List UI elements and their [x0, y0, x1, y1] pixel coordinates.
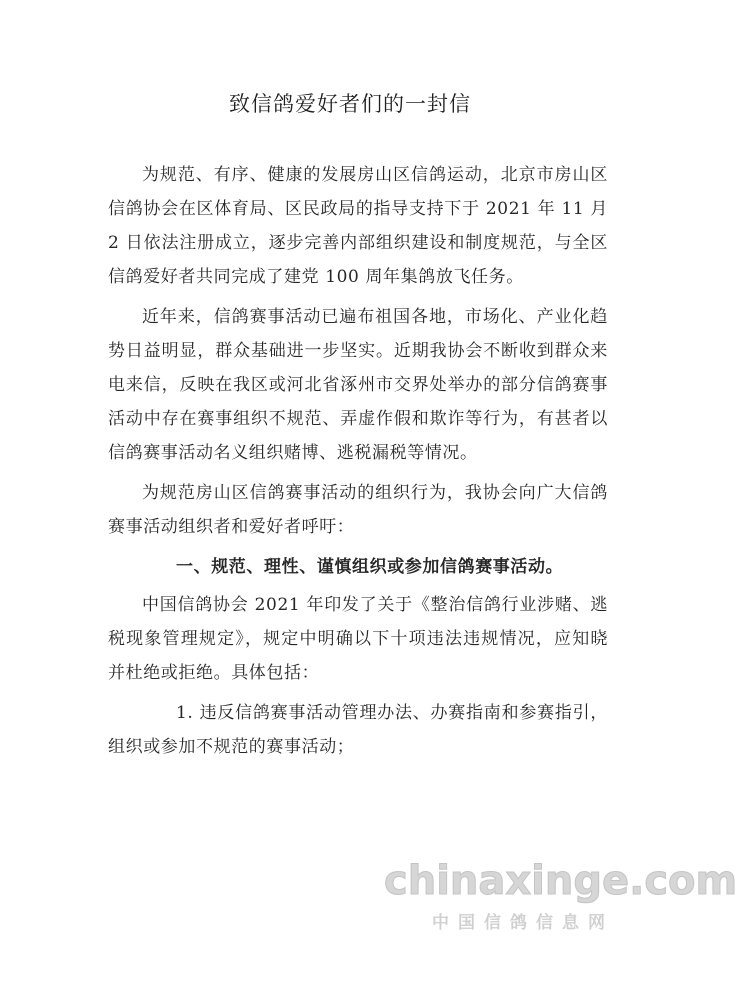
- paragraph-appeal: 为规范房山区信鸽赛事活动的组织行为，我协会向广大信鸽赛事活动组织者和爱好者呼吁：: [108, 483, 608, 537]
- paragraph-intro: 为规范、有序、健康的发展房山区信鸽运动，北京市房山区信鸽协会在区体育局、区民政局的指导支持下于 2021 年 11 月 2 日依法注册成立，逐步完善内部组织建设和制度规范，与全区信鸽爱好者共同完成了建党 100 周年集鸽放飞任务。: [108, 165, 608, 287]
- watermark-domain: chinaxinge.com: [384, 858, 737, 904]
- document-body: [108, 158, 608, 764]
- document-title: 致信鸽爱好者们的一封信: [229, 92, 471, 116]
- section-heading-1: 一、规范、理性、谨慎组织或参加信鸽赛事活动。: [176, 557, 564, 577]
- paragraph-recent-situation: 近年来，信鸽赛事活动已遍布祖国各地，市场化、产业化趋势日益明显，群众基础进一步坚实。近期我协会不断收到群众来电来信，反映在我区或河北省涿州市交界处举办的部分信鸽赛事活动中存在赛事组织不规范、弄虚作假和欺诈等行为，有甚者以信鸽赛事活动名义组织赌博、逃税漏税等情况。: [108, 307, 608, 463]
- list-item-1: 1. 违反信鸽赛事活动管理办法、办赛指南和参赛指引，组织或参加不规范的赛事活动；: [108, 703, 608, 757]
- paragraph-regulation: 中国信鸽协会 2021 年印发了关于《整治信鸽行业涉赌、逃税现象管理规定》，规定中明确以下十项违法违规情况，应知晓并杜绝或拒绝。具体包括：: [108, 595, 608, 683]
- watermark-site-name: 中国信鸽信息网: [432, 913, 614, 933]
